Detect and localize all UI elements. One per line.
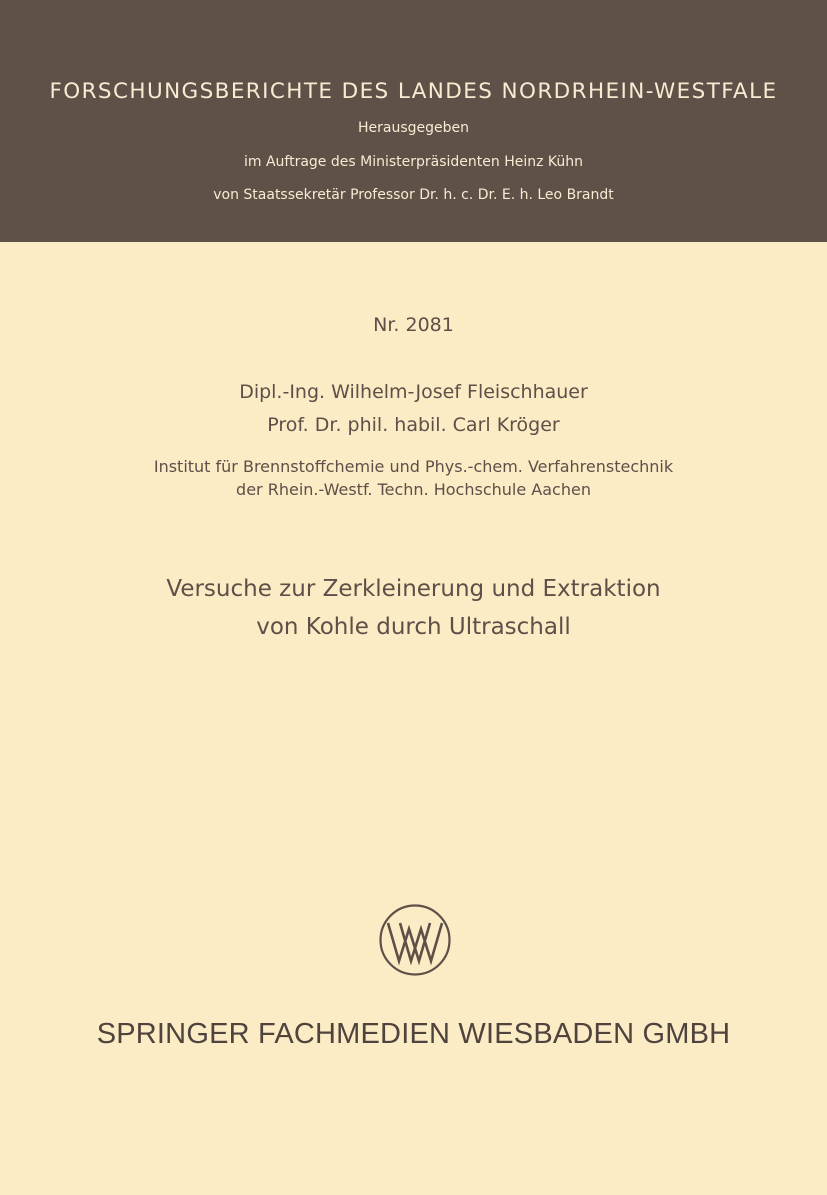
editor-line-2: im Auftrage des Ministerpräsidenten Heinz Kühn <box>243 154 584 170</box>
editor-line-3: von Staatssekretär Professor Dr. h. c. Dr. E. h. Leo Brandt <box>213 187 614 203</box>
author-2: Prof. Dr. phil. habil. Carl Kröger <box>267 414 560 436</box>
westdeutscher-verlag-ww-logo-icon <box>378 903 452 977</box>
editor-line-1: Herausgegeben <box>357 120 469 136</box>
institute-line-2: der Rhein.-Westf. Techn. Hochschule Aachen <box>236 480 591 499</box>
publisher-name: SPRINGER FACHMEDIEN WIESBADEN GMBH <box>96 1018 731 1050</box>
institute-line-1: Institut für Brennstoffchemie und Phys.-chem. Verfahrenstechnik <box>153 457 674 476</box>
report-number: Nr. 2081 <box>373 314 454 336</box>
series-title: FORSCHUNGSBERICHTE DES LANDES NORDRHEIN-WESTFALE <box>49 79 778 104</box>
header-band <box>0 0 827 242</box>
author-1: Dipl.-Ing. Wilhelm-Josef Fleischhauer <box>239 381 588 403</box>
book-title-line-2: von Kohle durch Ultraschall <box>256 614 571 640</box>
book-title-line-1: Versuche zur Zerkleinerung und Extraktion <box>166 576 661 602</box>
